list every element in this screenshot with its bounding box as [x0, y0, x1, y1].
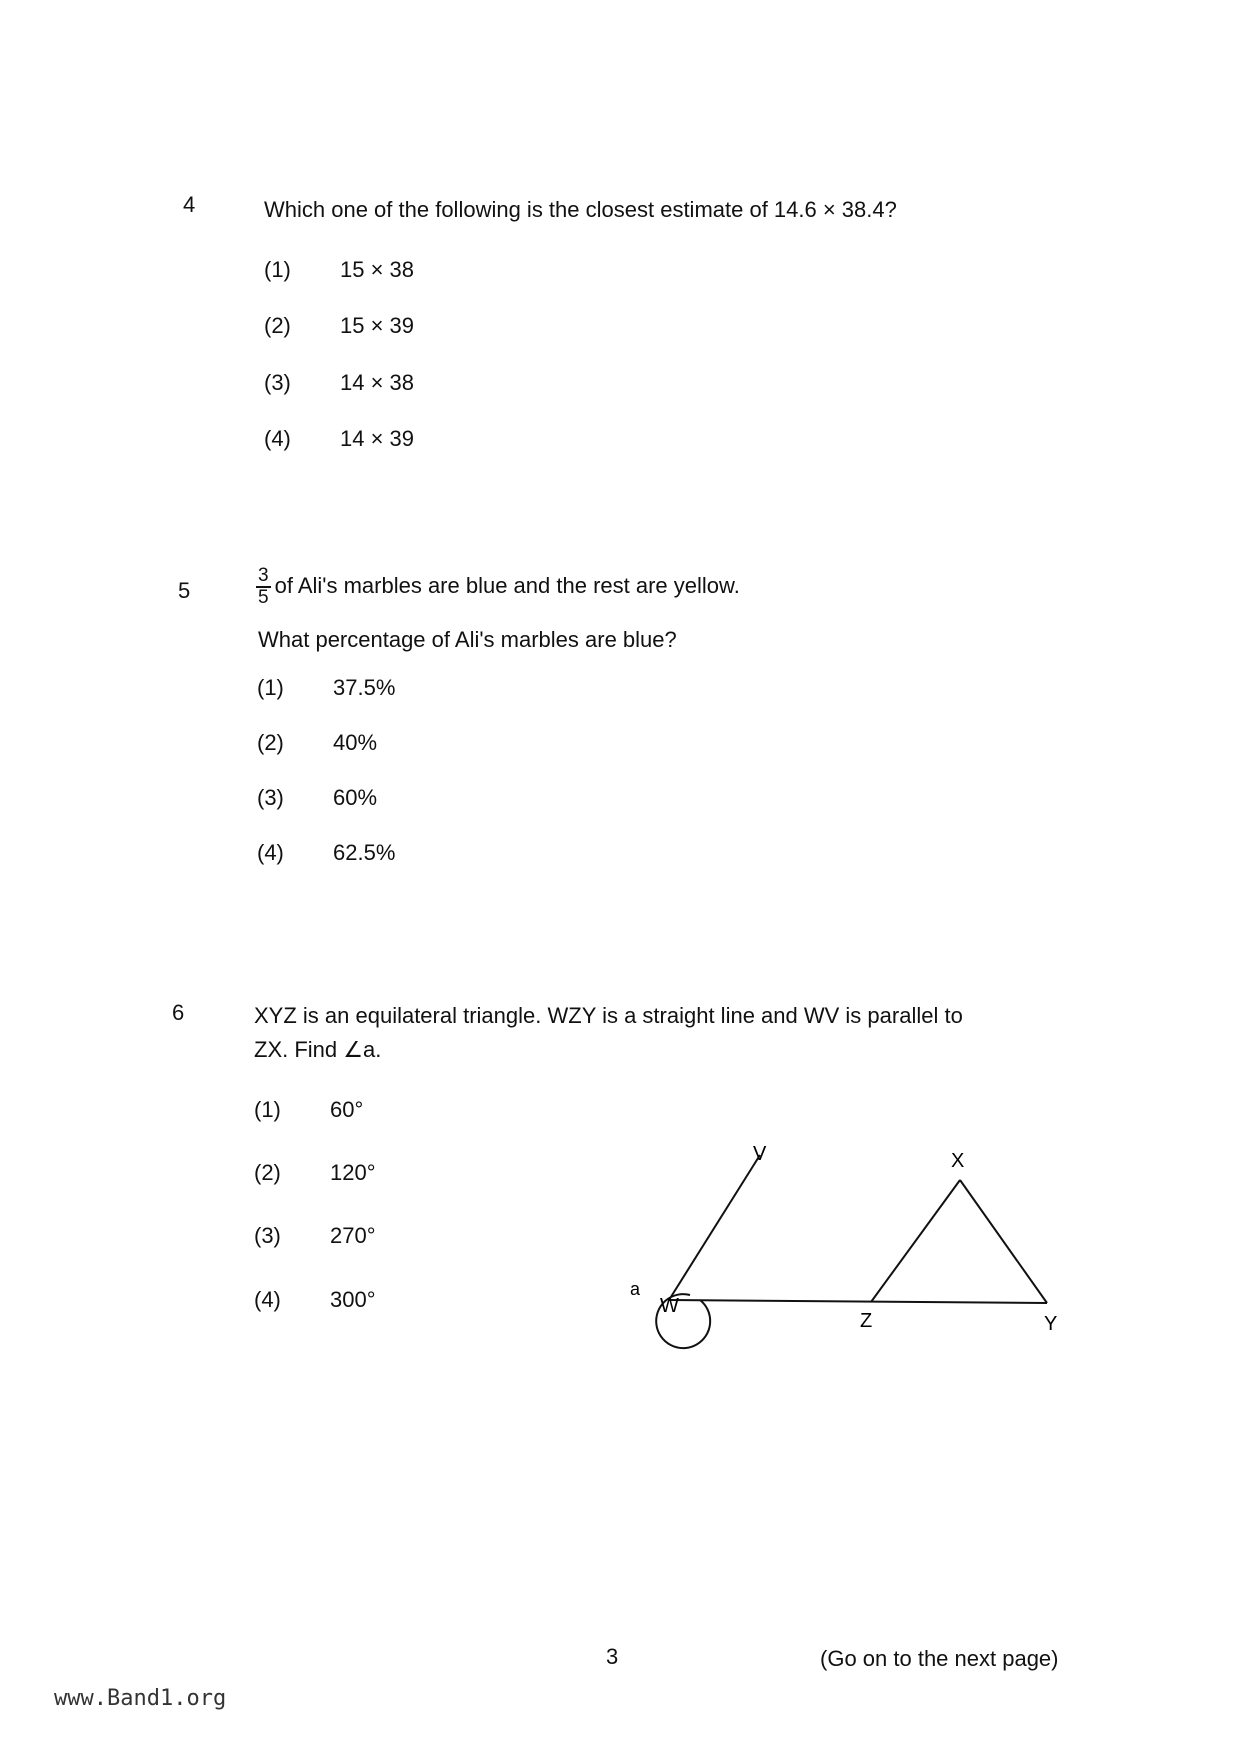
option-label: (1) — [264, 257, 291, 282]
label-a: a — [630, 1279, 641, 1299]
option-value: 14 × 38 — [340, 370, 415, 395]
question-number: 5 — [178, 578, 191, 603]
label-v: V — [753, 1143, 767, 1165]
line-wzy — [669, 1300, 1047, 1303]
question-number: 6 — [172, 1000, 185, 1025]
question-number: 4 — [183, 192, 196, 217]
question-text-line-1: XYZ is an equilateral triangle. WZY is a straight line and WV is parallel to — [254, 1003, 963, 1028]
option-value: 40% — [333, 730, 378, 755]
watermark: www.Band1.org — [54, 1686, 227, 1711]
option-value: 62.5% — [333, 840, 396, 865]
option-label: (2) — [257, 730, 284, 755]
option-label: (1) — [257, 675, 284, 700]
option-label: (2) — [264, 313, 291, 338]
option-label: (1) — [254, 1097, 281, 1122]
line-wv — [669, 1155, 760, 1300]
label-y: Y — [1044, 1313, 1058, 1335]
option-value: 15 × 39 — [340, 313, 415, 338]
option-label: (3) — [264, 370, 291, 395]
question-text-line-2: What percentage of Ali's marbles are blue? — [258, 627, 677, 652]
next-page-note: (Go on to the next page) — [820, 1646, 1059, 1671]
option-value: 60° — [330, 1097, 364, 1122]
label-z: Z — [860, 1310, 873, 1332]
line-xy — [960, 1180, 1047, 1303]
question-text: Which one of the following is the closest estimate of 14.6 × 38.4? — [264, 197, 897, 222]
question-text-line-2: ZX. Find ∠a. — [254, 1037, 382, 1062]
option-label: (3) — [254, 1223, 281, 1248]
page-number: 3 — [606, 1644, 619, 1669]
option-value: 15 × 38 — [340, 257, 415, 282]
option-label: (3) — [257, 785, 284, 810]
option-value: 300° — [330, 1287, 376, 1312]
option-label: (4) — [264, 426, 291, 451]
option-value: 120° — [330, 1160, 376, 1185]
option-value: 60% — [333, 785, 378, 810]
option-value: 270° — [330, 1223, 376, 1248]
label-x: X — [951, 1150, 965, 1172]
line-zx — [871, 1180, 960, 1302]
option-value: 14 × 39 — [340, 426, 415, 451]
option-label: (2) — [254, 1160, 281, 1185]
option-value: 37.5% — [333, 675, 396, 700]
option-label: (4) — [257, 840, 284, 865]
fraction-denominator: 5 — [258, 587, 269, 608]
fraction-numerator: 3 — [258, 565, 269, 586]
option-label: (4) — [254, 1287, 281, 1312]
label-w: W — [660, 1295, 679, 1317]
question-text: of Ali's marbles are blue and the rest are yellow. — [274, 572, 740, 598]
